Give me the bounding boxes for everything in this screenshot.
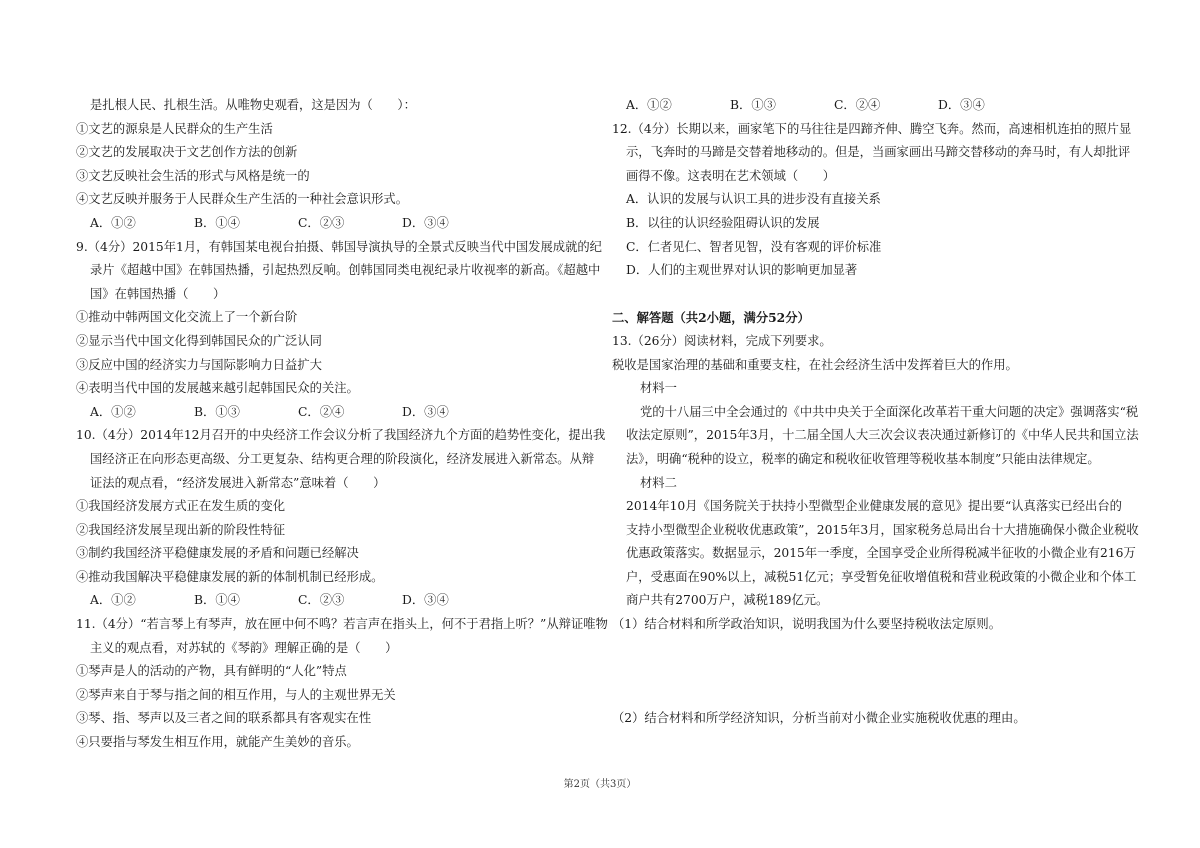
q11-choice-a: A．①② [626,98,672,112]
q9-choices [76,401,596,425]
q10-option-4: ④推动我国解决平稳健康发展的新的体制机制已经形成。 [76,569,384,584]
q10-choices [76,589,596,613]
q12-option-a: A．认识的发展与认识工具的进步没有直接关系 [626,192,881,207]
q11-stem-2: 主义的观点看，对苏轼的《琴韵》理解正确的是（ ） [90,640,398,655]
page-footer: 第2页（共3页） [563,779,637,790]
q13-heading: 13.（26分）阅读材料，完成下列要求。 [612,333,832,348]
q11-choice-c: C．②④ [834,98,881,112]
material-1-line-2: 收法定原则”，2015年3月，十二届全国人大三次会议表决通过新修订的《中华人民共和国立法 [626,428,1139,443]
q8-choice-a: A．①② [90,215,136,230]
q8-choice-b: B．①④ [194,215,240,230]
q10-choice-b: B．①④ [194,593,240,608]
spacer [612,283,1132,307]
q10-stem-1: 10.（4分）2014年12月召开的中央经济工作会议分析了我国经济九个方面的趋势性变化，提出我 [76,428,606,443]
q12-option-c: C．仁者见仁、智者见智，没有客观的评价标准 [626,239,882,254]
q13-intro: 税收是国家治理的基础和重要支柱，在社会经济生活中发挥着巨大的作用。 [612,357,1018,372]
q12-stem-2: 示，飞奔时的马蹄是交替着地移动的。但是，当画家画出马蹄交替移动的奔马时，有人却批评 [626,145,1131,160]
right-column [612,94,1139,730]
q10-stem-2: 国经济正在向形态更高级、分工更复杂、结构更合理的阶段演化，经济发展进入新常态。从辩 [90,451,595,466]
q11-option-4: ④只要指与琴发生相互作用，就能产生美妙的音乐。 [76,735,359,750]
material-1-title: 材料一 [640,381,677,396]
sub-question-1: （1）结合材料和所学政治知识，说明我国为什么要坚持税收法定原则。 [612,617,1002,632]
q9-choice-d: D．③④ [402,404,449,419]
q9-choice-b: B．①③ [194,404,240,419]
q8-choice-c: C．②③ [298,215,345,230]
q10-option-2: ②我国经济发展呈现出新的阶段性特征 [76,522,286,537]
q8-choices [76,212,596,236]
q8-option-2: ②文艺的发展取决于文艺创作方法的创新 [76,145,298,160]
q11-choice-d: D．③④ [938,98,985,112]
q9-choice-c: C．②④ [298,404,345,419]
q11-option-1: ①琴声是人的活动的产物，具有鲜明的“人化”特点 [76,664,347,679]
q12-option-b: B．以往的认识经验阻碍认识的发展 [626,215,820,230]
q10-choice-c: C．②③ [298,593,345,608]
q9-stem-3: 国》在韩国热播（ ） [90,286,226,301]
section-heading: 二、解答题（共2小题，满分52分） [612,310,810,326]
material-2-line-3: 优惠政策落实。数据显示，2015年一季度，全国享受企业所得税减半征收的小微企业有216万 [626,546,1136,561]
material-1-line-1: 党的十八届三中全会通过的《中共中央关于全面深化改革若干重大问题的决定》强调落实“税 [640,404,1139,419]
answer-space [612,637,1132,707]
q10-choice-d: D．③④ [402,593,449,608]
q8-option-4: ④文艺反映并服务于人民群众生产生活的一种社会意识形式。 [76,192,409,207]
q11-choice-b: B．①③ [730,98,776,112]
material-2-line-5: 商户共有2700万户，减税189亿元。 [626,593,829,608]
q9-stem-1: 9.（4分）2015年1月，有韩国某电视台拍摄、韩国导演执导的全景式反映当代中国发展成就的纪 [76,239,602,254]
q10-stem-3: 证法的观点看，“经济发展进入新常态”意味着（ ） [90,475,386,490]
sub-question-2: （2）结合材料和所学经济知识，分析当前对小微企业实施税收优惠的理由。 [612,710,1026,725]
q10-choice-a: A．①② [90,593,136,608]
material-2-line-2: 支持小型微型企业税收优惠政策”，2015年3月，国家税务总局出台十大措施确保小微企业税收 [626,522,1139,537]
q9-stem-2: 录片《超越中国》在韩国热播，引起热烈反响。创韩国同类电视纪录片收视率的新高。《超越中 [90,263,601,278]
material-2-line-1: 2014年10月《国务院关于扶持小型微型企业健康发展的意见》提出要“认真落实已经出台的 [626,499,1122,514]
material-1-line-3: 法》，明确“税种的设立，税率的确定和税收征收管理等税收基本制度”只能由法律规定。 [626,451,1100,466]
q8-option-3: ③文艺反映社会生活的形式与风格是统一的 [76,168,310,183]
q12-stem-1: 12.（4分）长期以来，画家笔下的马往往是四蹄齐伸、腾空飞奔。然而，高速相机连拍的照片显 [612,121,1132,136]
q12-stem-3: 画得不像。这表明在艺术领域（ ） [626,168,836,183]
q9-option-1: ①推动中韩两国文化交流上了一个新台阶 [76,310,298,325]
material-2-line-4: 户，受惠面在90%以上，减税51亿元；享受暂免征收增值税和营业税政策的小微企业和个体工 [626,569,1137,584]
q10-option-1: ①我国经济发展方式正在发生质的变化 [76,499,286,514]
q11-option-2: ②琴声来自于琴与指之间的相互作用，与人的主观世界无关 [76,687,396,702]
q11-option-3: ③琴、指、琴声以及三者之间的联系都具有客观实在性 [76,711,372,726]
q11-stem-1: 11.（4分）“若言琴上有琴声，放在匣中何不鸣？若言声在指头上，何不于君指上听？”从辩证唯物 [76,617,608,632]
q11-choices [612,94,1132,118]
q9-choice-a: A．①② [90,404,136,419]
q9-option-4: ④表明当代中国的发展越来越引起韩国民众的关注。 [76,381,359,396]
left-column [76,94,608,755]
q8-choice-d: D．③④ [402,215,449,230]
q10-option-3: ③制约我国经济平稳健康发展的矛盾和问题已经解决 [76,546,359,561]
q8-option-1: ①文艺的源泉是人民群众的生产生活 [76,121,273,136]
q8-stem-tail: 是扎根人民、扎根生活。从唯物史观看，这是因为（ ）： [90,98,416,112]
q9-option-3: ③反应中国的经济实力与国际影响力日益扩大 [76,357,322,372]
q9-option-2: ②显示当代中国文化得到韩国民众的广泛认同 [76,333,322,348]
q12-option-d: D．人们的主观世界对认识的影响更加显著 [626,263,858,278]
material-2-title: 材料二 [640,475,677,490]
